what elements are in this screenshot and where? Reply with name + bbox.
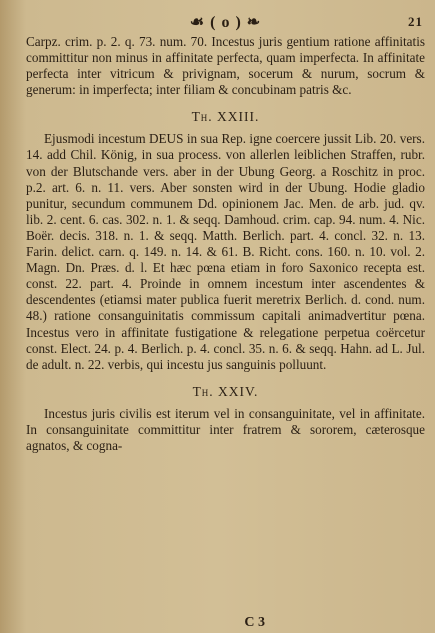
section-heading-xxiv: Th. XXIV.	[192, 383, 259, 399]
page-number: 21	[408, 14, 423, 29]
running-header	[26, 12, 425, 34]
header-ornament: ☙ ( o ) ❧	[189, 14, 262, 31]
paragraph-1: Carpz. crim. p. 2. q. 73. num. 70. Incestus juris gentium ratione affinitatis committitur non minus in affinitate perfecta, quam imperfecta. In affinitate perfecta inter vitricum & privignam, socerum & nurum, socrum & generum: in imperfecta; inter filiam & concubinam patris &c.	[26, 34, 425, 98]
section-heading-xxiii: Th. XXIII.	[191, 109, 260, 125]
signature-mark: C 3	[244, 615, 265, 630]
paragraph-3: Incestus juris civilis est iterum vel in consanguinitate, vel in affinitate. In consanguinitate committitur inter fratrem & sororem, cæterosque agnatos, & cogna-	[26, 405, 425, 453]
main-text	[26, 34, 425, 454]
paragraph-2: Ejusmodi incestum DEUS in sua Rep. igne coercere jussit Lib. 20. vers. 14. add Chil. König, in sua process. von allerlen leiblichen Straffen, rubr. von der Blutschande vers. aber in der Ubung Georg. a Roschitz in proc. p.2. art. 6. n. 11. vers. Aber sonsten wird in der Ubung. Hodie gladio punitur, secundum communem Dd. opinionem Jac. Men. de arb. jud. qv. lib. 2. cent. 6. cas. 302. n. 1. & seqq. Damhoud. crim. cap. 94. num. 4. Nic. Boër. decis. 318. n. 1. & seqq. Matth. Berlich. part. 4. concl. 32. n. 13. Farin. delict. carn. q. 149. n. 14. & 61. B. Richt. cons. 160. n. 10. vol. 2. Magn. Dn. Præs. d. l. Et hæc pœna etiam in foro Saxonico recepta est. const. 22. part. 4. Proinde in omnem incestum inter ascendentes & descendentes (etiamsi mater publica fuerit meretrix Berlich. d. cond. num. 48.) ratione consanguinitatis commissum capitali animadvertitur pœna. Incestus vero in affinitate fustigatione & relegatione perpetua coërcetur const. Elect. 24. p. 4. Berlich. p. 4. concl. 35. n. 6. & seqq. Hahn. ad L. Jul. de adult. n. 22. verbis, qui incestu jus sanguinis polluunt.	[26, 131, 425, 372]
